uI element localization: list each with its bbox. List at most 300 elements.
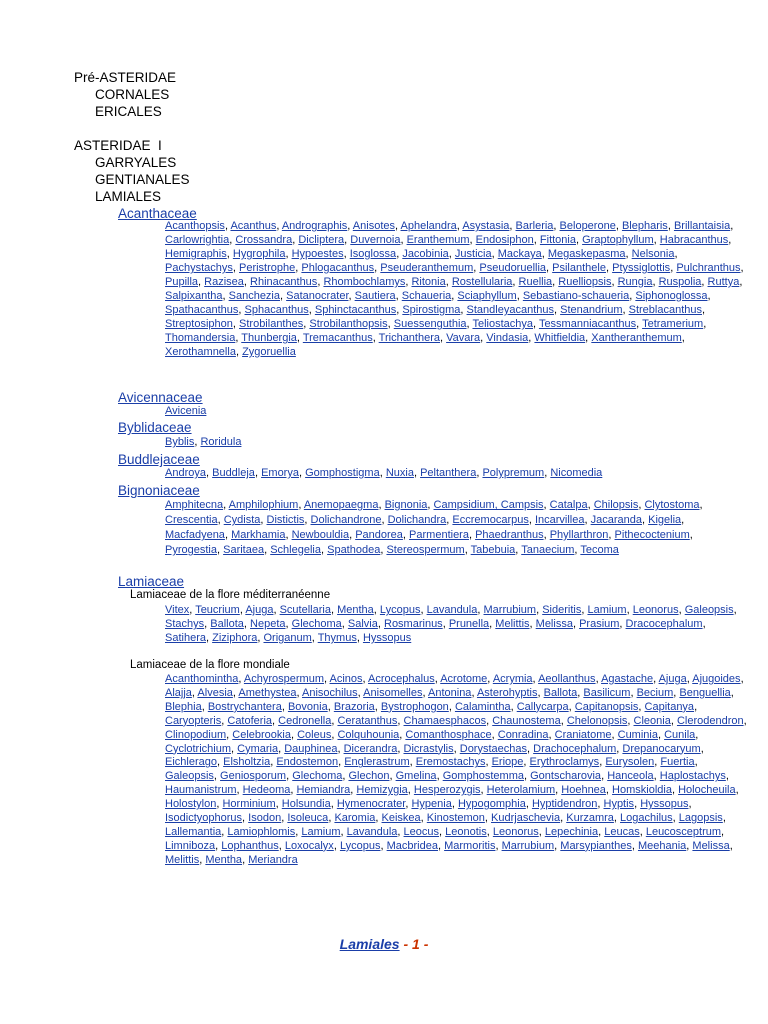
genus-link[interactable]: Lycopus <box>339 839 381 852</box>
genus-link[interactable]: Anisomelles <box>363 686 423 699</box>
genus-link[interactable]: Eriope <box>491 756 524 769</box>
genus-link[interactable]: Ruttya <box>707 276 740 288</box>
genus-link[interactable]: Anisotes <box>352 220 395 232</box>
genus-link[interactable]: Xerothamnella <box>165 346 236 358</box>
genus-link[interactable]: Cymaria <box>237 742 279 755</box>
genus-link[interactable]: Barleria <box>515 220 554 232</box>
genus-link[interactable]: Eranthemum <box>406 234 470 246</box>
genus-link[interactable]: Leonotis <box>445 825 487 838</box>
genus-link[interactable]: Pupilla <box>165 276 199 288</box>
genus-link[interactable]: Eremostachys <box>415 756 486 769</box>
genus-link[interactable]: Conradina <box>497 728 549 741</box>
genera-list-avicenniaceae <box>165 404 750 418</box>
genus-link[interactable]: Alajja <box>165 686 192 699</box>
genus-link[interactable]: Dolichandra <box>387 514 447 526</box>
genus-link[interactable]: Macfadyena <box>165 529 225 541</box>
genus-link[interactable]: Colquhounia <box>337 728 400 741</box>
genus-link[interactable]: Rhombochlamys <box>323 276 406 288</box>
genus-link[interactable]: Craniatome <box>554 728 612 741</box>
genus-link[interactable]: Ballota <box>543 686 578 699</box>
genus-link[interactable]: Suessenguthia <box>393 318 467 330</box>
genus-link[interactable]: Nuxia <box>385 467 414 479</box>
genus-link[interactable]: Cedronella <box>278 714 332 727</box>
genus-link[interactable]: Acrotome <box>440 673 488 685</box>
genus-link[interactable]: Pseudoruellia <box>479 262 547 274</box>
genus-link[interactable]: Bignonia <box>384 499 428 511</box>
genus-link[interactable]: Salvia <box>347 618 378 630</box>
genus-link[interactable]: Marsypianthes <box>560 839 632 852</box>
genus-link[interactable]: Hypenia <box>411 798 452 811</box>
genus-link[interactable]: Schaueria <box>401 290 452 302</box>
genus-link[interactable]: Leucas <box>604 825 640 838</box>
genus-link[interactable]: Chelonopsis <box>566 714 628 727</box>
genus-link[interactable]: Drepanocaryum <box>622 742 701 755</box>
genus-link[interactable]: Gontscharovia <box>530 770 602 783</box>
genus-link[interactable]: Brillantaisia <box>673 220 731 232</box>
genus-link[interactable]: Ziziphora <box>212 632 258 644</box>
genus-link[interactable]: Lycopus <box>379 604 421 616</box>
genus-link[interactable]: Distictis <box>266 514 305 526</box>
genus-link[interactable]: Galeopsis <box>165 770 214 783</box>
footer-page-number: - 1 - <box>399 936 429 952</box>
genus-link[interactable]: Kigelia <box>648 514 682 526</box>
genus-link[interactable]: Whitfieldia <box>534 332 586 344</box>
page-footer <box>0 936 768 952</box>
genus-link[interactable]: Tecoma <box>580 544 619 556</box>
genus-link[interactable]: Homskioldia <box>612 784 672 797</box>
genus-link[interactable]: Dicliptera <box>298 234 345 246</box>
genus-link[interactable]: Antonina <box>428 686 472 699</box>
order-gentianales: GENTIANALES <box>95 172 190 187</box>
genus-link[interactable]: Mackaya <box>497 248 542 260</box>
genus-link[interactable]: Fittonia <box>539 234 576 246</box>
genus-link[interactable]: Strobilanthopsis <box>309 318 388 330</box>
genus-link[interactable]: Nicomedia <box>550 467 603 479</box>
genus-link[interactable]: Ritonia <box>411 276 446 288</box>
genus-link[interactable]: Comanthosphace <box>405 728 492 741</box>
genus-link[interactable]: Acrymia <box>492 673 533 685</box>
genus-link[interactable]: Standleyacanthus <box>466 304 554 316</box>
genus-link[interactable]: Vitex <box>165 604 190 616</box>
genus-link[interactable]: Sanchezia <box>228 290 280 302</box>
genus-link[interactable]: Salpixantha <box>165 290 223 302</box>
genus-link[interactable]: Leonorus <box>492 825 539 838</box>
genus-link[interactable]: Benguellia <box>679 686 731 699</box>
genera-list-lamiaceae-world: Acanthomintha, Achyrospermum, Acinos, Acrocephalus, Acrotome, Acrymia, Aeollanthus, Agastache, Ajuga, Ajugoides, Alajja, Alvesia, Amethystea, Anisochilus, Anisomelles, Antonina, Asterohyptis, Ballota, Basilicum, Becium, Benguellia, Blephia, Bostrychantera, Bovonia, Brazoria, Bystrophogon, Calamintha, Callycarpa, Capitanopsis, Capitanya, Caryopteris, Catoferia, Cedronella, Ceratanthus, Chamaesphacos, Chaunostema, Chelonopsis, Cleonia, Clerodendron, Clinopodium, Celebrookia, Coleus, Colquhounia, Comanthosphace, Conradina, Craniatome, Cuminia, Cunila, Cyclotrichium, Cymaria, Dauphinea, Dicerandra, Dicrastylis, Dorystaechas, Drachocephalum, Drepanocaryum, Eichlerago, Elsholtzia, Endostemon, Englerastrum, Eremostachys, Eriope, Erythroclamys, Eurysolen, Fuertia, Galeopsis, Geniosporum, Glechoma, Glechon, Gmelina, Gomphostemma, Gontscharovia, Hanceola, Haplostachys, Haumanistrum, Hedeoma, Hemiandra, Hemizygia, Hesperozygis, Heterolamium, Hoehnea, Homskioldia, Holocheuila, Holostylon, Horminium, Holsundia, Hymenocrater, Hypenia, Hypogomphia, Hyptidendron, Hyptis, Hyssopus, Isodictyophorus, Isodon, Isoleuca, Karomia, Keiskea, Kinostemon, Kudrjaschevia, Kurzamra, Logachilus, Lagopsis, Lallemantia, Lamiophlomis, Lamium, Lavandula, Leocus, Leonotis, Leonorus, Lepechinia, Leucas, Leucosceptrum, Limniboza, Lophanthus, Loxocalyx, Lycopus, Macbridea, Marmoritis, Marrubium, Marsypianthes, Meehania, Melissa, Melittis, Mentha, Meriandra <box>165 673 747 866</box>
genus-link[interactable]: Anisochilus <box>302 686 358 699</box>
genus-link[interactable]: Streblacanthus <box>628 304 702 316</box>
genus-link[interactable]: Celebrookia <box>232 728 291 741</box>
genus-link[interactable]: Beloperone <box>559 220 616 232</box>
genus-link[interactable]: Leucosceptrum <box>645 825 722 838</box>
genus-link[interactable]: Melissa <box>535 618 573 630</box>
genus-link[interactable]: Clerodendron <box>676 714 744 727</box>
heading-pre-asteridae: Pré-ASTERIDAE <box>74 70 177 85</box>
genus-link[interactable]: Incarvillea <box>534 514 585 526</box>
genus-link[interactable]: Hanceola <box>607 770 654 783</box>
genus-link[interactable]: Clinopodium <box>165 728 227 741</box>
genus-link[interactable]: Pyrogestia <box>165 544 217 556</box>
genus-link[interactable]: Dolichandrone <box>310 514 382 526</box>
genus-link[interactable]: Pandorea <box>355 529 403 541</box>
genus-link[interactable]: Kurzamra <box>566 812 614 825</box>
genus-link[interactable]: Eichlerago <box>165 756 217 769</box>
genus-link[interactable]: Geniosporum <box>220 770 287 783</box>
genus-link[interactable]: Tabebuia <box>470 544 516 556</box>
genus-link[interactable]: Ajugoides <box>692 673 741 685</box>
genus-link[interactable]: Justicia <box>454 248 492 260</box>
genus-link[interactable]: Scutellaria <box>279 604 331 616</box>
genus-link[interactable]: Glechoma <box>291 618 342 630</box>
genus-link[interactable]: Rosmarinus <box>384 618 443 630</box>
genus-link[interactable]: Tremacanthus <box>302 332 373 344</box>
genus-link[interactable]: Amphilophium <box>228 499 299 511</box>
genus-link[interactable]: Dracocephalum <box>625 618 703 630</box>
genera-list-bignoniaceae: Amphitecna, Amphilophium, Anemopaegma, Bignonia, Campsidium, Campsis, Catalpa, Chilopsis, Clytostoma, Crescentia, Cydista, Distictis, Dolichandrone, Dolichandra, Eccremocarpus, Incarvillea, Jacaranda, Kigelia, Macfadyena, Markhamia, Newbouldia, Pandorea, Parmentiera, Phaedranthus, Phyllarthron, Pithecoctenium, Pyrogestia, Saritaea, Schlegelia, Spathodea, Stereospermum, Tabebuia, Tanaecium, Tecoma <box>165 499 703 556</box>
genus-link[interactable]: Capitanya <box>644 700 695 713</box>
genus-link[interactable]: Prasium <box>579 618 620 630</box>
order-cornales: CORNALES <box>95 87 170 102</box>
genus-link[interactable]: Habracanthus <box>659 234 729 246</box>
genus-link[interactable]: Parmentiera <box>409 529 469 541</box>
genus-link[interactable]: Trichanthera <box>378 332 440 344</box>
genus-link[interactable]: Cleonia <box>633 714 671 727</box>
genus-link[interactable]: Meehania <box>637 839 687 852</box>
family-link-bignoniaceae[interactable]: Bignoniaceae <box>118 483 200 498</box>
genus-link[interactable]: Blephia <box>165 700 202 713</box>
genus-link[interactable]: Dicerandra <box>343 742 398 755</box>
genera-list-lamiaceae-mediterranean: Vitex, Teucrium, Ajuga, Scutellaria, Mentha, Lycopus, Lavandula, Marrubium, Sideritis, Lamium, Leonorus, Galeopsis, Stachys, Ballota, Nepeta, Glechoma, Salvia, Rosmarinus, Prunella, Melittis, Melissa, Prasium, Dracocephalum, Satihera, Ziziphora, Origanum, Thymus, Hyssopus <box>165 604 737 644</box>
genus-link[interactable]: Markhamia <box>231 529 286 541</box>
genus-link[interactable]: Teliostachya <box>472 318 534 330</box>
genus-link[interactable]: Gmelina <box>395 770 437 783</box>
genus-link[interactable]: Brazoria <box>333 700 375 713</box>
genus-link[interactable]: Hedeoma <box>242 784 291 797</box>
genus-link[interactable]: Andrographis <box>281 220 348 232</box>
genus-link[interactable]: Elsholtzia <box>223 756 271 769</box>
genus-link[interactable]: Cuminia <box>617 728 658 741</box>
genus-link[interactable]: Holocheuila <box>678 784 736 797</box>
genus-link[interactable]: Strobilanthes <box>239 318 304 330</box>
genus-link[interactable]: Acinos <box>329 673 363 685</box>
order-lamiales: LAMIALES <box>95 189 162 204</box>
genus-link[interactable]: Tanaecium <box>521 544 575 556</box>
genus-link[interactable]: Psilanthele <box>552 262 606 274</box>
genus-link[interactable]: Isodon <box>248 812 282 825</box>
genus-link[interactable]: Karomia <box>334 812 376 825</box>
genus-link[interactable]: Acanthopsis <box>165 220 225 232</box>
genus-link[interactable]: Peristrophe <box>239 262 296 274</box>
genus-link[interactable]: Capitanopsis <box>574 700 639 713</box>
genus-link[interactable]: Phyllarthron <box>549 529 609 541</box>
genus-link[interactable]: Basilicum <box>583 686 631 699</box>
genus-link[interactable]: Spathodea <box>327 544 381 556</box>
genus-link[interactable]: Vavara <box>446 332 481 344</box>
genus-link[interactable]: Becium <box>636 686 674 699</box>
genus-link[interactable]: Catoferia <box>227 714 273 727</box>
genus-link[interactable]: Hygrophila <box>232 248 286 260</box>
genus-link[interactable]: Asystasia <box>462 220 510 232</box>
genus-link[interactable]: Ajuga <box>245 604 274 616</box>
genus-link[interactable]: Bostrychantera <box>207 700 282 713</box>
genus-link[interactable]: Anemopaegma <box>303 499 379 511</box>
genus-link[interactable]: Stachys <box>165 618 205 630</box>
genus-link[interactable]: Haplostachys <box>659 770 726 783</box>
genus-link[interactable]: Crossandra <box>235 234 293 246</box>
family-link-byblidaceae[interactable]: Byblidaceae <box>118 420 192 435</box>
genus-link[interactable]: Streptosiphon <box>165 318 233 330</box>
subheading-lamiaceae-world: Lamiaceae de la flore mondiale <box>130 659 290 671</box>
genus-link[interactable]: Keiskea <box>381 812 421 825</box>
genus-link[interactable]: Lallemantia <box>165 825 222 838</box>
genus-link[interactable]: Dauphinea <box>284 742 338 755</box>
genus-link[interactable]: Gomphostigma <box>305 467 380 479</box>
genus-link[interactable]: Hyptis <box>603 798 635 811</box>
genus-link[interactable]: Acrocephalus <box>368 673 435 685</box>
genus-link[interactable]: Holostylon <box>165 798 217 811</box>
genus-link[interactable]: Megaskepasma <box>547 248 626 260</box>
genus-link[interactable]: Galeopsis <box>684 604 734 616</box>
genus-link[interactable]: Pithecoctenium <box>614 529 690 541</box>
genus-link[interactable]: Hyptidendron <box>531 798 598 811</box>
genus-link[interactable]: Phlogacanthus <box>301 262 375 274</box>
genus-link[interactable]: Kinostemon <box>426 812 485 825</box>
genus-link[interactable]: Carlowrightia <box>165 234 230 246</box>
genus-link[interactable]: Duvernoia <box>350 234 401 246</box>
genus-link[interactable]: Nelsonia <box>631 248 675 260</box>
genus-link[interactable]: Fuertia <box>660 756 695 769</box>
genus-link[interactable]: Emorya <box>261 467 299 479</box>
genus-link[interactable]: Eurysolen <box>605 756 655 769</box>
genus-link[interactable]: Saritaea <box>223 544 265 556</box>
genus-link[interactable]: Horminium <box>222 798 276 811</box>
genus-link[interactable]: Tessmanniacanthus <box>538 318 637 330</box>
genus-link[interactable]: Rungia <box>617 276 653 288</box>
genus-link[interactable]: Hesperozygis <box>413 784 481 797</box>
genus-link[interactable]: Callycarpa <box>516 700 569 713</box>
genus-link[interactable]: Nepeta <box>250 618 286 630</box>
genus-link[interactable]: Ajuga <box>658 673 687 685</box>
genus-link[interactable]: Achyrospermum <box>243 673 324 685</box>
genus-link[interactable]: Melissa <box>692 839 730 852</box>
genus-link[interactable]: Vindasia <box>486 332 529 344</box>
genus-link[interactable]: Spirostigma <box>402 304 461 316</box>
genus-link[interactable]: Acanthus <box>230 220 277 232</box>
genus-link[interactable]: Buddleja <box>212 467 255 479</box>
genus-link[interactable]: Peltanthera <box>420 467 477 479</box>
genus-link[interactable]: Catalpa <box>549 499 588 511</box>
genus-link[interactable]: Chaunostema <box>492 714 561 727</box>
genus-link[interactable]: Stereospermum <box>386 544 465 556</box>
genus-link[interactable]: Meriandra <box>248 853 298 866</box>
heading-asteridae: ASTERIDAE I <box>74 138 162 153</box>
genera-list-buddlejaceae: Androya, Buddleja, Emorya, Gomphostigma, Nuxia, Peltanthera, Polypremum, Nicomedia <box>165 467 603 479</box>
genus-link[interactable]: Tetramerium <box>642 318 704 330</box>
genus-link[interactable]: Drachocephalum <box>533 742 617 755</box>
genus-link[interactable]: Acanthomintha <box>165 673 239 685</box>
genus-link[interactable]: Holsundia <box>281 798 331 811</box>
genus-link[interactable]: Satihera <box>165 632 206 644</box>
genus-link[interactable]: Ptyssiglottis <box>612 262 671 274</box>
genus-link[interactable]: Sebastiano-schaueria <box>522 290 630 302</box>
genus-link[interactable]: Xantheranthemum <box>591 332 682 344</box>
genus-link[interactable]: Ruspolia <box>658 276 702 288</box>
genus-link[interactable]: Lavandula <box>346 825 398 838</box>
genus-link[interactable]: Marmoritis <box>444 839 496 852</box>
genus-link[interactable]: Crescentia <box>165 514 218 526</box>
genus-link[interactable]: Lamiophlomis <box>227 825 296 838</box>
genus-link[interactable]: Lamium <box>587 604 627 616</box>
genus-link[interactable]: Hypogomphia <box>457 798 526 811</box>
genus-link[interactable]: Clytostoma <box>644 499 700 511</box>
genus-link[interactable]: Lepechinia <box>544 825 599 838</box>
genus-link[interactable]: Hemigraphis <box>165 248 227 260</box>
genus-link[interactable]: Marrubium <box>501 839 555 852</box>
genus-link[interactable]: Logachilus <box>620 812 673 825</box>
genus-link[interactable]: Englerastrum <box>344 756 410 769</box>
genus-link[interactable]: Sphinctacanthus <box>314 304 397 316</box>
genus-link[interactable]: Eccremocarpus <box>452 514 529 526</box>
family-link-buddlejaceae[interactable]: Buddlejaceae <box>118 452 200 467</box>
genus-link[interactable]: Mentha <box>337 604 374 616</box>
genus-link[interactable]: Melittis <box>495 618 530 630</box>
genus-link[interactable]: Aphelandra <box>400 220 457 232</box>
genus-link[interactable]: Jacaranda <box>590 514 642 526</box>
genus-link[interactable]: Leocus <box>403 825 440 838</box>
genus-link[interactable]: Avicenia <box>165 405 207 417</box>
genus-link[interactable]: Jacobinia <box>402 248 449 260</box>
genus-link[interactable]: Phaedranthus <box>475 529 544 541</box>
genus-link[interactable]: Sphacanthus <box>244 304 309 316</box>
genus-link[interactable]: Alvesia <box>197 686 233 699</box>
genus-link[interactable]: Cunila <box>664 728 696 741</box>
genus-link[interactable]: Spathacanthus <box>165 304 239 316</box>
genus-link[interactable]: Isoglossa <box>349 248 397 260</box>
family-link-avicenniaceae[interactable]: Avicennaceae <box>118 390 203 405</box>
genus-link[interactable]: Bovonia <box>287 700 328 713</box>
genus-link[interactable]: Graptophyllum <box>582 234 654 246</box>
genus-link[interactable]: Ballota <box>210 618 244 630</box>
genus-link[interactable]: Calamintha <box>454 700 511 713</box>
order-ericales: ERICALES <box>95 104 162 119</box>
genus-link[interactable]: Haumanistrum <box>165 784 237 797</box>
genus-link[interactable]: Dorystaechas <box>459 742 528 755</box>
genus-link[interactable]: Mentha <box>205 853 243 866</box>
genus-link[interactable]: Amethystea <box>238 686 297 699</box>
genus-link[interactable]: Roridula <box>200 436 242 448</box>
genus-link[interactable]: Pseuderanthemum <box>380 262 474 274</box>
family-link-acanthaceae[interactable]: Acanthaceae <box>118 206 197 221</box>
genus-link[interactable]: Glechon <box>348 770 390 783</box>
genus-link[interactable]: Zygoruellia <box>242 346 296 358</box>
genus-link[interactable]: Isoleuca <box>287 812 329 825</box>
genus-link[interactable]: Endosiphon <box>475 234 534 246</box>
genus-link[interactable]: Campsidium, Campsis <box>433 499 544 511</box>
genus-link[interactable]: Aeollanthus <box>538 673 596 685</box>
genus-link[interactable]: Rostellularia <box>451 276 513 288</box>
genus-link[interactable]: Hemiandra <box>296 784 351 797</box>
genus-link[interactable]: Lophanthus <box>221 839 279 852</box>
genus-link[interactable]: Glechoma <box>292 770 343 783</box>
genera-list-acanthaceae: Acanthopsis, Acanthus, Andrographis, Anisotes, Aphelandra, Asystasia, Barleria, Beloperone, Blepharis, Brillantaisia, Carlowrightia, Crossandra, Dicliptera, Duvernoia, Eranthemum, Endosiphon, Fittonia, Graptophyllum, Habracanthus, Hemigraphis, Hygrophila, Hypoestes, Isoglossa, Jacobinia, Justicia, Mackaya, Megaskepasma, Nelsonia, Pachystachys, Peristrophe, Phlogacanthus, Pseuderanthemum, Pseudoruellia, Psilanthele, Ptyssiglottis, Pulchranthus, Pupilla, Razisea, Rhinacanthus, Rhombochlamys, Ritonia, Rostellularia, Ruellia, Ruelliopsis, Rungia, Ruspolia, Ruttya, Salpixantha, Sanchezia, Satanocrater, Sautiera, Schaueria, Sciaphyllum, Sebastiano-schaueria, Siphonoglossa, Spathacanthus, Sphacanthus, Sphinctacanthus, Spirostigma, Standleyacanthus, Stenandrium, Streblacanthus, Streptosiphon, Strobilanthes, Strobilanthopsis, Suessenguthia, Teliostachya, Tessmanniacanthus, Tetramerium, Thomandersia, Thunbergia, Tremacanthus, Trichanthera, Vavara, Vindasia, Whitfieldia, Xantheranthemum, Xerothamnella, Zygoruellia <box>165 220 744 358</box>
genus-link[interactable]: Dicrastylis <box>403 742 454 755</box>
genus-link[interactable]: Sideritis <box>542 604 582 616</box>
genus-link[interactable]: Coleus <box>297 728 332 741</box>
genus-link[interactable]: Newbouldia <box>291 529 350 541</box>
genus-link[interactable]: Cyclotrichium <box>165 742 232 755</box>
genus-link[interactable]: Stenandrium <box>560 304 623 316</box>
genus-link[interactable]: Endostemon <box>276 756 339 769</box>
genus-link[interactable]: Loxocalyx <box>284 839 334 852</box>
family-link-lamiaceae[interactable]: Lamiaceae <box>118 574 185 589</box>
genus-link[interactable]: Ruellia <box>518 276 553 288</box>
genus-link[interactable]: Erythroclamys <box>529 756 600 769</box>
genus-link[interactable]: Amphitecna <box>165 499 224 511</box>
genus-link[interactable]: Kudrjaschevia <box>491 812 561 825</box>
genus-link[interactable]: Lamium <box>301 825 341 838</box>
genus-link[interactable]: Limniboza <box>165 839 216 852</box>
genus-link[interactable]: Isodictyophorus <box>165 812 243 825</box>
genus-link[interactable]: Origanum <box>263 632 312 644</box>
genus-link[interactable]: Hyssopus <box>640 798 689 811</box>
genus-link[interactable]: Thymus <box>317 632 357 644</box>
genus-link[interactable]: Rhinacanthus <box>250 276 318 288</box>
genus-link[interactable]: Asterohyptis <box>476 686 538 699</box>
genus-link[interactable]: Ceratanthus <box>337 714 398 727</box>
genus-link[interactable]: Heterolamium <box>486 784 556 797</box>
genus-link[interactable]: Hemizygia <box>356 784 408 797</box>
genus-link[interactable]: Chilopsis <box>593 499 639 511</box>
genus-link[interactable]: Siphonoglossa <box>635 290 708 302</box>
genus-link[interactable]: Leonorus <box>632 604 679 616</box>
genus-link[interactable]: Lagopsis <box>678 812 723 825</box>
genus-link[interactable]: Hyssopus <box>362 632 412 644</box>
genus-link[interactable]: Gomphostemma <box>442 770 524 783</box>
genus-link[interactable]: Byblis <box>165 436 195 448</box>
genus-link[interactable]: Polypremum <box>482 467 545 479</box>
genus-link[interactable]: Ruelliopsis <box>558 276 612 288</box>
genus-link[interactable]: Razisea <box>204 276 244 288</box>
genus-link[interactable]: Prunella <box>448 618 490 630</box>
genus-link[interactable]: Androya <box>165 467 206 479</box>
footer-lamiales-link[interactable]: Lamiales <box>339 936 400 952</box>
genus-link[interactable]: Hymenocrater <box>336 798 406 811</box>
genus-link[interactable]: Chamaesphacos <box>403 714 487 727</box>
subheading-lamiaceae-mediterranean: Lamiaceae de la flore méditerranéenne <box>130 589 331 601</box>
genus-link[interactable]: Pachystachys <box>165 262 233 274</box>
genus-link[interactable]: Macbridea <box>386 839 438 852</box>
genus-link[interactable]: Sciaphyllum <box>457 290 517 302</box>
genus-link[interactable]: Schlegelia <box>270 544 321 556</box>
genus-link[interactable]: Marrubium <box>483 604 537 616</box>
genus-link[interactable]: Teucrium <box>195 604 240 616</box>
genera-list-byblidaceae: Byblis, Roridula <box>165 436 242 448</box>
genus-link[interactable]: Caryopteris <box>165 714 222 727</box>
genus-link[interactable]: Blepharis <box>621 220 668 232</box>
genus-link[interactable]: Lavandula <box>426 604 478 616</box>
genus-link[interactable]: Thomandersia <box>165 332 236 344</box>
genus-link[interactable]: Sautiera <box>354 290 396 302</box>
genus-link[interactable]: Hoehnea <box>561 784 606 797</box>
genus-link[interactable]: Bystrophogon <box>380 700 449 713</box>
genus-link[interactable]: Melittis <box>165 853 200 866</box>
genus-link[interactable]: Pulchranthus <box>676 262 741 274</box>
genus-link[interactable]: Agastache <box>601 673 654 685</box>
genus-link[interactable]: Hypoestes <box>291 248 344 260</box>
genus-link[interactable]: Thunbergia <box>241 332 297 344</box>
genus-link[interactable]: Cydista <box>223 514 261 526</box>
genus-link[interactable]: Satanocrater <box>286 290 349 302</box>
